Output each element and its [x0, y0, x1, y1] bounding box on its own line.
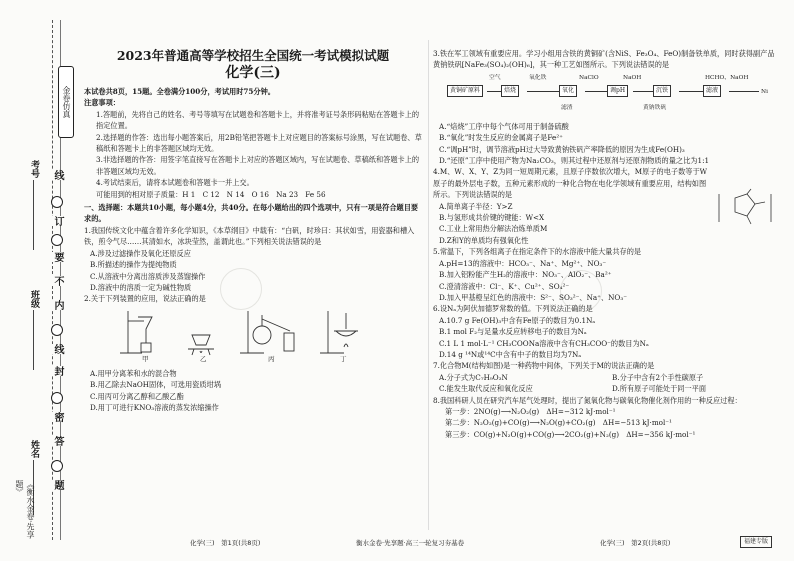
- answer-option: C.“调pH”时，调节溶液pH过大导致黄钠铁矾产率降低的原因为生成Fe(OH)₃: [439, 144, 685, 154]
- question-stem: 7.化合物M(结构如图)是一种药物中间体，下列关于M的说法正确的是: [433, 361, 655, 371]
- option-row: [433, 383, 779, 394]
- binding-strip: [6, 20, 76, 540]
- answer-option: C.澄清溶液中：Cl⁻、K⁺、Cu²⁺、SO₄²⁻: [439, 281, 570, 291]
- figure-label-yi: 乙: [200, 355, 207, 364]
- flow-label: 滤渣: [561, 104, 573, 111]
- flow-arrow: [487, 91, 501, 92]
- seal-char: 答: [52, 436, 63, 446]
- flow-arrow: [679, 91, 703, 92]
- figure-label-bing: 丙: [268, 355, 275, 364]
- answer-option: D.14 g ¹⁴N或¹⁴C中含有中子的数目均为7Nₐ: [439, 349, 582, 359]
- right-column: [433, 48, 779, 440]
- answer-option: C.能发生取代反应和氧化反应: [439, 384, 533, 394]
- seal-char: 封: [52, 366, 63, 376]
- answer-option: A.用甲分离苯和水的混合物: [90, 368, 177, 378]
- flow-arrow: [585, 91, 607, 92]
- seal-circle: [51, 460, 63, 472]
- seal-circle: [51, 196, 63, 208]
- seal-char: 线: [52, 170, 63, 180]
- answer-option: A.“焙烧”工序中每个气体可用于制备硫酸: [439, 121, 569, 131]
- flow-arrow: [729, 91, 759, 92]
- process-flowchart: [447, 73, 779, 119]
- answer-option: D.用丁可进行KNO₃溶液的蒸发浓缩操作: [90, 402, 219, 412]
- flow-label: NaClO: [579, 74, 599, 81]
- exam-badge: 金卷仿真: [58, 66, 74, 138]
- answer-option: B.与氢形成共价键的键能：W<X: [439, 213, 545, 223]
- answer-option: B.所描述的操作为提纯物质: [90, 260, 177, 270]
- footer-edition-tag: 福建专版: [740, 536, 772, 548]
- footer-page-right: 化学(三) 第2页(共8页): [600, 539, 671, 547]
- atomic-masses: 可能用到的相对原子质量：H 1 C 12 N 14 O 16 Na 23 Fe 56: [96, 189, 326, 199]
- seal-char: 订: [52, 216, 63, 226]
- seal-char: 题: [52, 480, 63, 490]
- notice-item: 3.非选择题的作答：用签字笔直接写在答题卡上对应的答题区域内，写在试题卷、草稿纸和答题卡上的非答题区域均无效。: [96, 155, 420, 176]
- exam-title: 2023年普通高等学校招生全国统一考试模拟试题: [116, 48, 390, 63]
- flow-label: 空气: [489, 74, 501, 81]
- section-heading: 一、选择题：本题共10小题，每小题4分，共40分。在每小题给出的四个选项中，只有一项是符合题目要求的。: [84, 203, 419, 224]
- exam-subtitle: 化学(三): [225, 65, 281, 81]
- seal-circle: [51, 392, 63, 404]
- answer-option: B.加入铝粉能产生H₂的溶液中：NO₃⁻、AlO₂⁻、Ba²⁺: [439, 270, 612, 280]
- question-stem: 1.我国传统文化中蕴含着许多化学知识，《本草纲目》中载有：“白矾，时珍曰：其状如雪，用瓷器和槽入铁，煎令气尽……其清如水，冰块莹然，盖谓此也。”下列相关说法错误的是: [84, 225, 415, 247]
- question-stem: 5.常温下，下列各组离子在指定条件下的水溶液中能大量共存的是: [433, 247, 642, 257]
- reaction-step: 第三步：CO(g)+N₂O(g)+CO(g)⟶2CO₂(g)+N₂(g) ΔH=−356 kJ·mol⁻¹: [445, 429, 696, 439]
- flow-box: 氧化: [559, 85, 577, 97]
- flow-arrow: [633, 91, 653, 92]
- answer-option: A.pH=13的溶液中：HCO₃⁻、Na⁺、Mg²⁺、NO₃⁻: [439, 258, 607, 268]
- apparatus-figure: [114, 307, 422, 365]
- field-exam-number: 考号: [29, 160, 39, 178]
- answer-option: D.Z和Y的单质均有强氧化性: [439, 235, 529, 245]
- column-divider: [428, 40, 429, 530]
- answer-option: A.简单离子半径：Y>Z: [439, 201, 513, 211]
- flow-box: 焙烧: [501, 85, 519, 97]
- field-name: 姓名: [29, 440, 39, 458]
- seal-char: 不: [52, 276, 63, 286]
- notice-item: 1.答题前，先将自己的姓名、考号等填写在试题卷和答题卡上，并将准考证号条形码粘贴在答题卡上的指定位置。: [96, 109, 420, 131]
- seal-char: 内: [52, 300, 63, 310]
- answer-option: D.溶液中的溶质一定为碱性物质: [90, 282, 192, 292]
- flow-label: NaOH: [623, 74, 642, 81]
- left-column: [84, 42, 422, 413]
- answer-option: C.用丙可分离乙醇和乙酸乙酯: [90, 391, 184, 401]
- seal-circle: [51, 324, 63, 336]
- field-class-line: [33, 310, 34, 370]
- answer-option: A.涉及过滤操作及氧化还原反应: [90, 248, 191, 258]
- flow-label: 黄钠铁矾: [643, 104, 667, 111]
- answer-option: D.“还原”工序中使用产物为Na₂CO₃，则其过程中还原剂与还原剂物质的量之比为1:1: [439, 156, 710, 166]
- question-stem: 8.我国科研人员在研究汽车尾气处理时，提出了氮氧化物与碳氧化物催化剂作用的一种反应过程：: [433, 395, 742, 405]
- answer-option: D.加入甲基橙呈红色的溶液中：S²⁻、SO₃²⁻、Na⁺、NO₃⁻: [439, 292, 627, 302]
- figure-label-ding: 丁: [340, 355, 347, 364]
- question-4-block: [433, 166, 779, 246]
- notice-item: 4.考试结束后，请将本试题卷和答题卡一并上交。: [96, 178, 254, 188]
- flow-box: 滤液: [703, 85, 721, 97]
- answer-option: A.分子式为C₇H₉O₃N: [439, 372, 508, 382]
- series-label: 《衡水金卷·先享题》: [15, 480, 35, 539]
- molecular-structure: [715, 188, 775, 228]
- question-stem: 6.设Nₐ为阿伏加德罗常数的值。下列说法正确的是: [433, 304, 593, 314]
- reaction-step: 第一步：2NO(g)⟶N₂O₂(g) ΔH=−312 kJ·mol⁻¹: [445, 406, 616, 416]
- answer-option: B.分子中含有2个手性碳原子: [612, 372, 704, 382]
- seal-char: 密: [52, 412, 63, 422]
- footer-series: 衡水金卷·先享题·高三一轮复习夯基卷: [356, 539, 465, 547]
- flow-box: 黄铜矿原料: [447, 85, 483, 97]
- answer-option: C.1 L 1 mol·L⁻¹ CH₃COONa溶液中含有CH₃COO⁻的数目为Nₐ: [439, 338, 649, 348]
- answer-option: B.1 mol F₂与足量水反应转移电子的数目为Nₐ: [439, 327, 587, 337]
- exam-note: 本试卷共8页，15题。全卷满分100分，考试用时75分钟。: [84, 87, 275, 96]
- answer-option: C.工业上常用热分解法冶炼单质M: [439, 224, 548, 234]
- apparatus-drawing: [114, 307, 374, 357]
- notice-item: 2.选择题的作答：选出每小题答案后，用2B铅笔把答题卡上对应题目的答案标号涂黑，写在试题卷、草稿纸和答题卡上的非答题区域均无效。: [96, 132, 422, 154]
- answer-option: C.从溶液中分离出溶质涉及蒸馏操作: [90, 271, 206, 281]
- footer-page-left: 化学(三) 第1页(共8页): [190, 539, 261, 547]
- flow-box: 调pH: [607, 85, 628, 97]
- flow-box: 沉铁: [653, 85, 671, 97]
- flow-arrow: [527, 91, 559, 92]
- question-stem: 2.关于下列装置的应用，说法正确的是: [84, 294, 206, 304]
- seal-char: 线: [52, 344, 63, 354]
- option-row: [433, 372, 779, 383]
- field-exam-number-line: [33, 180, 34, 250]
- flow-label: Ni: [761, 88, 768, 95]
- seal-char: 要: [52, 252, 63, 262]
- answer-option: A.10.7 g Fe(OH)₃中含有Fe原子的数目为0.1Nₐ: [439, 315, 596, 325]
- question-stem: 3.铁在军工领域有重要应用。学习小组用含铁的黄铜矿(含NiS、Fe₃O₄、FeO)制备铁单质，同时获得副产品黄钠铁矾[NaFe₃(SO₄)₂(OH)₆]，其一种工艺如图所示。下列说法错误的是: [433, 49, 775, 70]
- flow-label: HCHO、NaOH: [705, 74, 749, 81]
- answer-option: D.所有原子可能处于同一平面: [612, 384, 707, 394]
- flow-label: 氧化铁: [529, 74, 547, 81]
- seal-circle: [51, 234, 63, 246]
- reaction-step: 第二步：N₂O₂(g)+CO(g)⟶N₂O(g)+CO₂(g) ΔH=−513 kJ·mol⁻¹: [445, 418, 672, 428]
- notice-header: 注意事项：: [84, 98, 120, 108]
- question-stem: 4.M、W、X、Y、Z为同一短周期元素，且原子序数依次增大，M原子的电子数等于W原子的最外层电子数，五种元素形成的一种化合物在电化学领域有重要应用，结构如图所示。下列说法错误的是: [433, 167, 708, 200]
- field-class: 班级: [29, 290, 39, 308]
- answer-option: B.“氧化”时发生反应的金属离子是Fe²⁺: [439, 133, 563, 143]
- figure-label-jia: 甲: [142, 355, 149, 364]
- answer-option: B.用乙除去NaOH固体，可选用瓷质坩埚: [90, 380, 221, 390]
